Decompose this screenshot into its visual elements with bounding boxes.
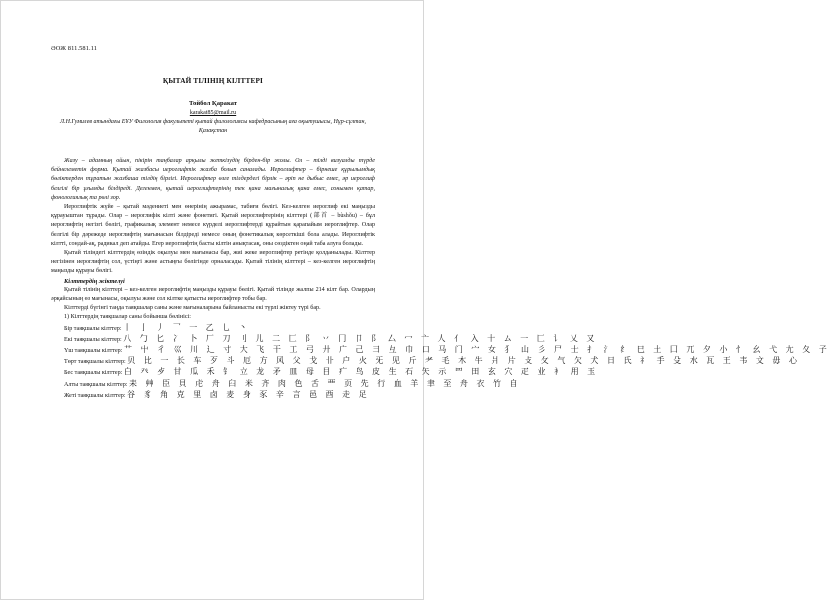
stroke-group-6 xyxy=(51,378,521,390)
author-affiliation: Л.Н.Гумилев атындағы ЕҰУ Филология факультеті қытай филологиясы кафедрасының аға оқытушысы, Нұр-сұлтан, Қазақстан xyxy=(60,119,366,134)
stroke-group-label: Жеті таяқшалы кілттер: xyxy=(64,392,126,399)
section-paragraph-1: Қытай тілінің кілттері – кез-келген иероглифтің маңызды құрауы бөлігі. Қытай тілінде жалпы 214 кілт бар. Олардың әрқайсының өз мағынасы, оқылуы және сол кілтке қатысты иероглифтер тобы бар. xyxy=(51,286,375,303)
stroke-group-label: Бес таяқшалы кілттер: xyxy=(64,370,123,377)
radical-chars: 八 勹 匕 冫 卜 厂 刀 刂 儿 二 匚 阝 丷 冂 卩 阝 厶 冖 亠 人 亻 入 十 ム 一 匚 讠 乂 又 xyxy=(123,333,598,343)
radical-chars: 白 癶 歺 甘 瓜 禾 钅 立 龙 矛 皿 母 目 疒 鸟 皮 生 石 矢 示 罒 田 玄 穴 疋 业 衤 用 玉 xyxy=(123,367,599,377)
radical-chars: 丨 亅 丿 乛 一 乙 乚 丶 xyxy=(123,322,250,332)
stroke-group-label: Екі таяқшалы кілттер: xyxy=(64,336,122,343)
radical-chars: 耒 艸 臣 貝 虍 舟 臼 米 齐 肉 色 舌 覀 页 先 行 血 羊 聿 至 舟 衣 竹 自 xyxy=(129,378,521,388)
stroke-group-2 xyxy=(51,333,598,345)
stroke-group-3 xyxy=(51,345,830,356)
article-body xyxy=(51,157,830,401)
udk-code: ӘОЖ 811.581.11 xyxy=(51,45,98,52)
author-name: Тойбол Қаракат xyxy=(188,100,238,107)
stroke-group-7 xyxy=(51,390,375,401)
stroke-group-1 xyxy=(51,323,375,334)
stroke-group-label: Үш таяқшалы кілттер: xyxy=(64,348,123,355)
stroke-group-4 xyxy=(51,356,800,367)
body-paragraph-2: Қытай тіліндегі кілттердің өзіндік оқылуы мен мағынасы бар, жиі жеке иероглифтер ретінде қолданылады. Кілттер негізінен иероглифтің сол, үстіңгі және астыңғы бөлігінде орналасады. Қытай тілінің кілттері – кез-келген иероглифтің маңызды құрауы бөлігі. xyxy=(51,250,375,275)
stroke-group-label: Бір таяқшалы кілттер: xyxy=(64,325,122,332)
section-heading: Кілттердің жіктелуі xyxy=(64,277,125,285)
section-paragraph-2: Кілттерді бүгінгі таңда таяқшалар саны және мағыналарына байланысты екі түрлі жіктеу түрі бар. xyxy=(64,305,321,312)
stroke-group-label: Алты таяқшалы кілттер: xyxy=(64,381,128,388)
author-email[interactable]: karakat85@mail.ru xyxy=(189,110,237,116)
list-intro: 1) Кілттердің таяқшалар саны бойынша бөлінісі: xyxy=(64,314,191,321)
body-paragraph-1: Иероглифтік жүйе – қытай мәдениеті мен өнерінің ажырамас, табиғи бөлігі. Кез-келген иероглиф екі маңызды құрауыштан тұрады. Олар – иероглифік кілті және фонетигі. Қытай иероглифтерінің кілттері (部首 – bùshǒu) – бұл иероглифтің негізгі бөлігі, графикалық элемент немесе күрделі иероглифтерді құрайтын қарапайым иероглифтер. Олар белгілі бір дәрежеде иероглифтің мағынасын білдіреді немесе оның фонетикалық көрсеткіші бола алады. Иероглифтік кілтті, сондай-ақ, радикал деп атайды. Егер иероглифтің басты кілтін анықтасақ, оны сөздіктен оңай таба алуға болады. xyxy=(51,204,375,247)
radical-chars: 谷 豸 角 克 里 卤 麦 身 豕 辛 言 邑 酉 走 足 xyxy=(127,389,370,399)
stroke-group-5 xyxy=(51,367,599,378)
abstract-paragraph: Жазу – адамның ойын, пікірін таңбалар арқылы жеткізудің бірден-бір жолы. Ол – тілді визуалды түрде бейнелеметін форма. Қытай жазбасы иероглифтік жазба болып саналады. Иероглифтер – бірнеше құрылымдық бөліктерден тұратын жазбаша тілдің бірлігі. Иероглифтер өзге тілдердегі бірлік – әріп не дыбыс емес, әр иероглиф белгілі бір ұғымды білдіреді. Дегенмен, қытай иероглифтерінің тек қана мағыналық қана емес, сонымен қатар, фонологиялық та рөлі зор. xyxy=(51,158,375,201)
article-title: ҚЫТАЙ ТІЛІНІҢ КІЛТТЕРІ xyxy=(162,77,264,85)
stroke-group-label: Төрт таяқшалы кілттер: xyxy=(64,359,126,366)
radical-chars: 贝 比 一 长 车 歹 斗 厄 方 风 父 戈 卝 户 火 旡 见 斤 耂 毛 木 牛 爿 片 攴 攵 气 欠 犬 日 氏 礻 手 殳 水 瓦 王 韦 文 毋 心 xyxy=(127,356,800,366)
radical-chars: 艹 屮 彳 巛 川 辶 寸 大 飞 干 工 弓 廾 广 己 彐 彑 巾 口 马 门 宀 女 犭 山 彡 尸 士 扌 氵 纟 巳 土 囗 兀 夕 小 忄 幺 弋 尢 夂 子 xyxy=(123,345,830,355)
